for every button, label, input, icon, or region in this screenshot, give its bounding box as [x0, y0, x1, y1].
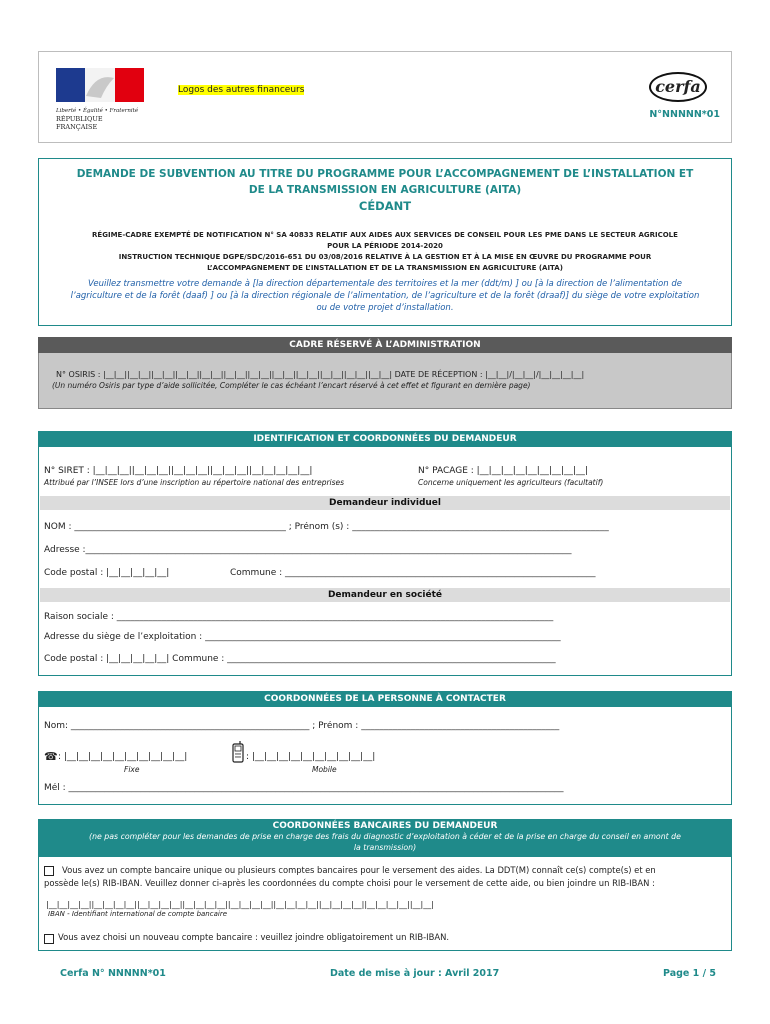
phone-icon: ☎ — [44, 750, 58, 763]
mel-field[interactable]: Mél : ______________________________________________________________________________________________________________ — [44, 783, 564, 793]
commune-field[interactable]: Commune : _____________________________________________________________________ — [230, 568, 596, 578]
pacage-field[interactable]: N° PACAGE : |__|__|__|__|__|__|__|__|__| — [418, 466, 588, 476]
mobile-label: Mobile — [312, 765, 337, 774]
footer-page: Page 1 / 5 — [663, 968, 716, 979]
cerfa-number: N°NNNNN*01 — [649, 109, 720, 120]
admin-title: CADRE RÉSERVÉ À L’ADMINISTRATION — [38, 337, 732, 353]
osiris-field[interactable]: N° OSIRIS : |__|__||__|__||__|__||__|__||__|__||__|__||__|__||__|__||__|__||__|__||__|__||__|__| DATE DE RÉCEPTION : |__|__|/|__|__|/|__|__|__|__| — [56, 370, 585, 379]
siret-field[interactable]: N° SIRET : |__|__|__||__|__|__||__|__|__||__|__|__||__|__|__|__|__| — [44, 466, 313, 476]
mobile-phone-icon — [232, 741, 244, 763]
individuel-title: Demandeur individuel — [40, 496, 730, 510]
siret-note: Attribué par l’INSEE lors d’une inscription au répertoire national des entreprises — [44, 478, 345, 487]
bancaire-subtitle: (ne pas compléter pour les demandes de prise en charge des frais du diagnostic d’exploitation à céder et de la prise en charge du conseil en amont de la transmission) — [89, 832, 681, 852]
cerfa-logo: cerfa — [649, 72, 707, 102]
code-postal-commune-field[interactable]: Code postal : |__|__|__|__|__| Commune : _________________________________________________________________________ — [44, 654, 556, 664]
logo-motto: Liberté • Égalité • Fraternité — [56, 108, 139, 114]
contact-nom-field[interactable]: Nom: _____________________________________________________ ; Prénom : ____________________________________________ — [44, 721, 560, 731]
marianne-logo — [56, 68, 144, 131]
societe-title: Demandeur en société — [40, 588, 730, 602]
mobile-field[interactable]: : |__|__|__|__|__|__|__|__|__|__| — [246, 752, 376, 762]
bancaire-header — [38, 819, 732, 857]
fixe-label: Fixe — [124, 765, 140, 774]
code-postal-field[interactable]: Code postal : |__|__|__|__|__| — [44, 568, 170, 578]
option2-checkbox[interactable] — [44, 934, 54, 944]
iban-field[interactable]: |__|__|__|__||__|__|__|__||__|__|__|__||__|__|__|__||__|__|__|__||__|__|__|__||__|__|__|__||__|__|__|__||__|__| — [46, 900, 434, 909]
form-title: DEMANDE DE SUBVENTION AU TITRE DU PROGRAMME POUR L’ACCOMPAGNEMENT DE L’INSTALLATION ET DE LA TRANSMISSION EN AGRICULTURE (AITA) CÉDANT — [76, 168, 694, 213]
option2-text: Vous avez choisi un nouveau compte bancaire : veuillez joindre obligatoirement un RIB-IBAN. — [58, 932, 450, 942]
pacage-note: Concerne uniquement les agriculteurs (facultatif) — [418, 478, 604, 487]
nom-field[interactable]: NOM : _______________________________________________ ; Prénom (s) : _________________________________________________________ — [44, 522, 609, 532]
footer-cerfa: Cerfa N° NNNNN*01 — [60, 968, 166, 979]
transmission-note: Veuillez transmettre votre demande à [la direction départementale des territoires et la mer (ddt/m) ] ou [à la direction de l’alimentation de l’agriculture et de la forêt (daaf) ] ou [à la direction régionale de l’alimentation, de l’agriculture et de la forêt (draaf)] du siège de votre exploitation ou de votre projet d’installation. — [70, 279, 700, 313]
fixe-field[interactable]: : |__|__|__|__|__|__|__|__|__|__| — [58, 752, 188, 762]
adresse-field[interactable]: Adresse :____________________________________________________________________________________________________________ — [44, 545, 572, 555]
footer-date: Date de mise à jour : Avril 2017 — [330, 968, 500, 979]
adresse-siege-field[interactable]: Adresse du siège de l’exploitation : _______________________________________________________________________________ — [44, 632, 561, 642]
osiris-note: (Un numéro Osiris par type d’aide sollicitée, Compléter le cas échéant l’encart réservé à cet effet et figurant en dernière page) — [52, 381, 531, 390]
flag-logo-icon — [56, 68, 144, 102]
raison-sociale-field[interactable]: Raison sociale : _________________________________________________________________________________________________ — [44, 612, 554, 622]
option1-text: Vous avez un compte bancaire unique ou plusieurs comptes bancaires pour le versement des aides. La DDT(M) connaît ce(s) compte(s) et en possède le(s) RIB-IBAN. Veuillez donner ci-après les coordonnées du compte choisi pour le versement de cette aide, ou bien joindre un RIB-IBAN : — [44, 865, 656, 888]
contact-title: COORDONNÉES DE LA PERSONNE À CONTACTER — [38, 691, 732, 707]
iban-note: IBAN - Identifiant international de compte bancaire — [48, 910, 228, 918]
regime-text: RÉGIME-CADRE EXEMPTÉ DE NOTIFICATION N° SA 40833 RELATIF AUX AIDES AUX SERVICES DE CONSEIL POUR LES PME DANS LE SECTEUR AGRICOLE POUR LA PÉRIODE 2014-2020 INSTRUCTION TECHNIQUE DGPE/SDC/2016-651 DU 03/08/2016 RELATIVE À LA GESTION ET À LA MISE EN ŒUVRE DU PROGRAMME POUR L’ACCOMPAGNEMENT DE L’INSTALLATION ET DE LA TRANSMISSION EN AGRICULTURE (AITA) — [92, 231, 678, 272]
financeurs-label: Logos des autres financeurs — [178, 85, 305, 95]
bancaire-title: COORDONNÉES BANCAIRES DU DEMANDEUR — [272, 821, 498, 831]
identification-title: IDENTIFICATION ET COORDONNÉES DU DEMANDEUR — [38, 431, 732, 447]
logo-republic: RÉPUBLIQUE FRANÇAISE — [56, 115, 103, 131]
mobile-icon — [232, 741, 244, 767]
